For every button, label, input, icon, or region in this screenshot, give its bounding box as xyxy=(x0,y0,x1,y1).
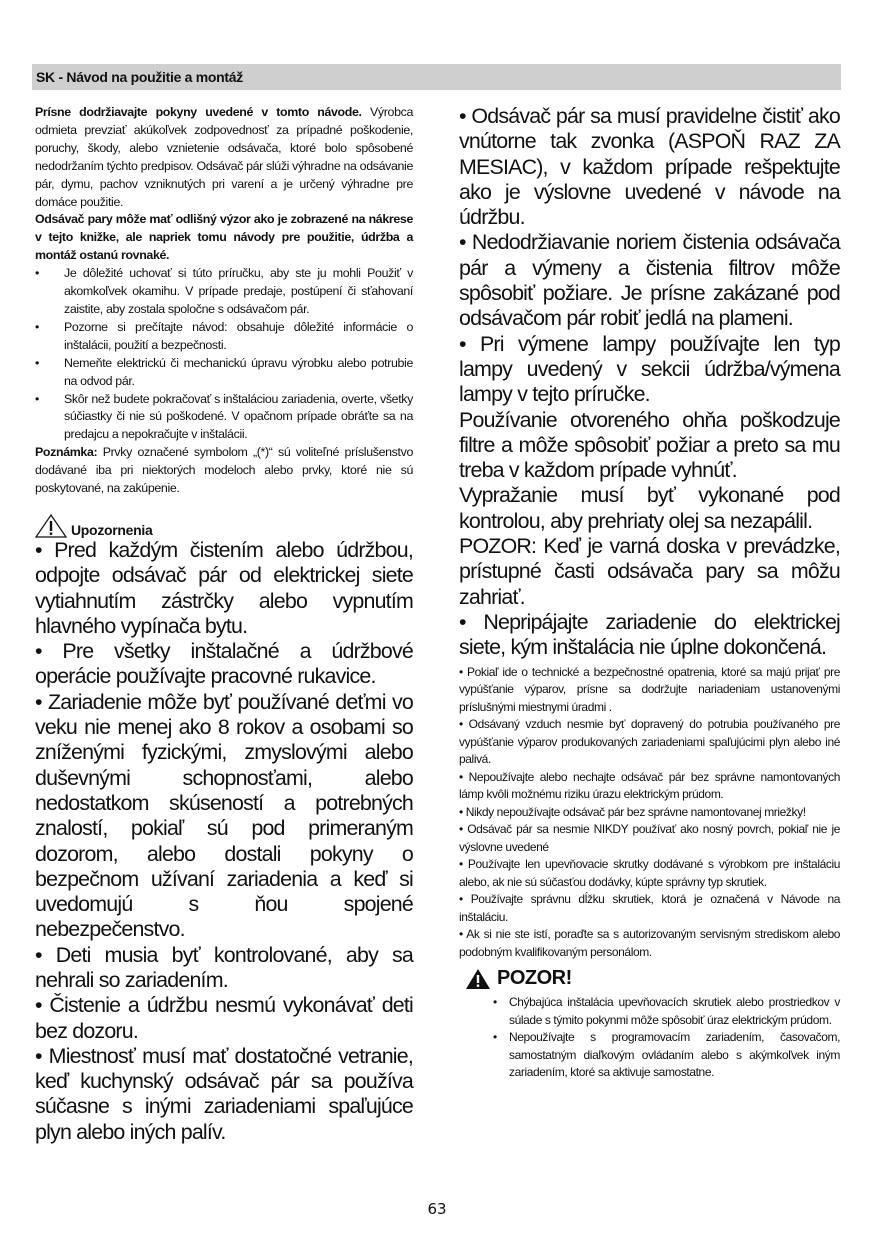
note-paragraph: • Ak si nie ste istí, poraďte sa s autorizovaným servisným strediskom alebo podobným kvalifikovaným personálom. xyxy=(459,927,840,959)
intro-bold: Prísne dodržiavajte pokyny uvedené v tomto návode. xyxy=(35,105,362,119)
note-paragraph: • Odsávač pár sa nesmie NIKDY používať ako nosný povrch, pokiaľ nie je výslovne uvedené xyxy=(459,822,840,854)
warning-paragraph: • Nedodržiavanie noriem čistenia odsávača pár a výmeny a čistenia filtrov môže spôsobiť požiare. Je prísne zakázané pod odsávačom pár robiť jedlá na plameni. xyxy=(459,230,840,331)
pozor-bullets xyxy=(459,994,840,1082)
right-column xyxy=(459,104,840,1082)
note-paragraph: • Odsávaný vzduch nesmie byť dopravený do potrubia používaného pre vypúšťanie výparov produkovaných zariadeniami spaľujúcimi plyn alebo iné palivá. xyxy=(459,717,840,767)
note-paragraph: • Používajte len upevňovacie skrutky dodávané s výrobkom pre inštaláciu alebo, ak nie sú súčasťou dodávky, kúpte správny typ skrutiek. xyxy=(459,857,840,889)
appearance-note xyxy=(35,211,413,265)
warning-paragraph: • Zariadenie môže byť používané deťmi vo veku nie menej ako 8 rokov a osobami so zníženými fyzickými, zmyslovými alebo duševnými schopnosťami, alebo nedostatkom skúseností a potrebných znalostí, pokiaľ sú pod primeraným dozorom, alebo dostali pokyny o bezpečnom užívaní zariadenia a keď si uvedomujú s ňou spojené nebezpečenstvo. xyxy=(35,689,413,942)
intro-paragraph xyxy=(35,104,413,211)
warning-filled-icon xyxy=(465,968,491,990)
note-paragraph: • Nikdy nepoužívajte odsávač pár bez správne namontovanej mriežky! xyxy=(459,804,806,819)
appearance-note-text: Odsávač pary môže mať odlišný výzor ako je zobrazené na nákrese v tejto knižke, ale napriek tomu návody pre použitie, údržba a montáž ostanú rovnaké. xyxy=(35,212,413,263)
left-column xyxy=(35,104,413,1145)
list-item: • Skôr než budete pokračovať s inštaláciou zariadenia, overte, všetky súčiastky či nie sú poškodené. V opačnom prípade obráťte sa na predajcu a nepokračujte v inštalácii. xyxy=(35,391,413,445)
maintenance-warnings xyxy=(459,104,840,661)
warning-paragraph: POZOR: Keď je varná doska v prevádzke, prístupné časti odsávača pary sa môžu zahriať. xyxy=(459,534,840,609)
warning-outline-icon xyxy=(35,514,67,538)
note-paragraph xyxy=(35,444,413,498)
warning-paragraph: • Odsávač pár sa musí pravidelne čistiť ako vnútorne tak zvonka (ASPOŇ RAZ ZA MESIAC), v každom prípade rešpektujte ako je výslovne uvedené v návode na údržbu. xyxy=(459,104,840,230)
note-label: Poznámka: xyxy=(35,445,98,460)
list-item: • Nepoužívajte s programovacím zariadením, časovačom, samostatným diaľkovým ovládaním alebo s akýmkoľvek iným zariadením, ktoré sa aktivuje samostatne. xyxy=(493,1029,840,1082)
page-number: 63 xyxy=(427,1200,447,1218)
list-item: • Je dôležité uchovať si túto príručku, aby ste ju mohli Použiť v akomkoľvek okamihu. V prípade predaje, postúpení či sťahovaní zaistite, aby zostala spoločne s odsávačom pár. xyxy=(35,265,413,319)
warnings-title: Upozornenia xyxy=(71,521,153,538)
warning-paragraph: • Nepripájajte zariadenie do elektrickej siete, kým inštalácia nie úplne dokončená. xyxy=(459,609,840,660)
warnings-list xyxy=(35,538,413,1145)
warning-paragraph: Používanie otvoreného ohňa poškodzuje filtre a môže spôsobiť požiar a preto sa mu treba v každom prípade vyhnúť. xyxy=(459,407,840,483)
section-header: SK - Návod na použitie a montáž xyxy=(32,64,841,90)
warnings-heading xyxy=(35,512,413,538)
list-item: • Chýbajúca inštalácia upevňovacích skrutiek alebo prostriedkov v súlade s týmito pokynmi môže spôsobiť úraz elektrickým prúdom. xyxy=(493,994,840,1029)
note-text: Prvky označené symbolom „(*)“ sú voliteľné príslušenstvo dodávané iba pri niektorých modeloch alebo prvky, ktoré nie sú poskytované, na zakúpenie. xyxy=(35,445,413,496)
installation-notes xyxy=(459,664,840,962)
general-bullets xyxy=(35,265,413,444)
warning-paragraph: • Pri výmene lampy používajte len typ lampy uvedený v sekcii údržba/výmena lampy v tejto príručke. xyxy=(459,331,840,407)
pozor-heading xyxy=(465,967,840,990)
warning-paragraph: • Miestnosť musí mať dostatočné vetranie, keď kuchynský odsávač pár sa používa súčasne s inými zariadeniami spaľujúce plyn alebo iných palív. xyxy=(35,1043,413,1144)
intro-text: Výrobca odmieta prevziať akúkoľvek zodpovednosť za prípadné poškodenie, poruchy, škody, alebo vznietenie odsávača, ktoré bolo spôsobené nedodržaním týchto predpisov. Odsávač pár slúži výhradne na odsávanie pár, dymu, pachov vzniknutých pri varení a je určený výhradne pre domáce použitie. xyxy=(35,105,413,209)
warning-paragraph: Vypražanie musí byť vykonané pod kontrolou, aby prehriaty olej sa nezapálil. xyxy=(459,483,840,533)
note-paragraph: • Pokiaľ ide o technické a bezpečnostné opatrenia, ktoré sa majú prijať pre vypúšťanie výparov, prísne sa dodržujte nariadeniam ustanovenými príslušnými miestnymi úradmi . xyxy=(459,664,840,714)
pozor-title: POZOR! xyxy=(497,967,572,990)
warning-paragraph: • Pred každým čistením alebo údržbou, odpojte odsávač pár od elektrickej siete vytiahnutím zástrčky alebo vypnutím hlavného vypínača bytu. xyxy=(35,537,413,638)
warning-paragraph: • Pre všetky inštalačné a údržbové operácie používajte pracovné rukavice. xyxy=(35,639,413,689)
warning-paragraph: • Čistenie a údržbu nesmú vykonávať deti bez dozoru. xyxy=(35,993,413,1043)
list-item: • Pozorne si prečítajte návod: obsahuje dôležité informácie o inštalácii, použití a bezpečnosti. xyxy=(35,319,413,355)
note-paragraph: • Používajte správnu dĺžku skrutiek, ktorá je označená v Návode na inštaláciu. xyxy=(459,892,840,924)
warning-paragraph: • Deti musia byť kontrolované, aby sa nehrali so zariadením. xyxy=(35,942,413,992)
list-item: • Nemeňte elektrickú či mechanickú úpravu výrobku alebo potrubie na odvod pár. xyxy=(35,355,413,391)
note-paragraph: • Nepoužívajte alebo nechajte odsávač pár bez správne namontovaných lámp kvôli možnému riziku úrazu elektrickým prúdom. xyxy=(459,769,840,802)
